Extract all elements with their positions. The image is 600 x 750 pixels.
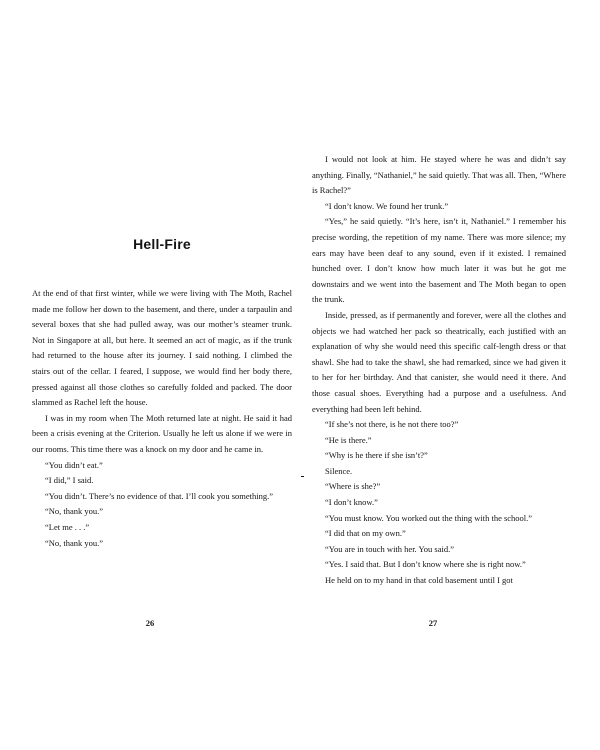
paragraph: He held on to my hand in that cold basement until I got: [325, 575, 513, 586]
page-number: 26: [145, 618, 155, 628]
paragraph: “Yes,” he said quietly. “It’s here, isn’t it, Nathaniel.” I remember his precise wording, the repetition of my name. There was more silence; my ears may have been deaf to any sound, even if it existed. I remained hunched over. I don’t know how much later it was but he got me downstairs and we went into the basement and The Moth began to open the trunk.: [312, 216, 566, 305]
paragraph: I would not look at him. He stayed where he was and didn’t say anything. Finally, “Nathaniel,” he said quietly. That was all. Then, “Where is Rachel?”: [312, 154, 566, 196]
paragraph: “No, thank you.”: [45, 506, 104, 517]
paragraph: Silence.: [325, 465, 353, 476]
paragraph: “I did,” I said.: [45, 475, 94, 486]
paragraph: “He is there.”: [325, 434, 372, 445]
paragraph: I was in my room when The Moth returned late at night. He said it had been a crisis evening at the Criterion. Usually he left us alone if we were in our rooms. This time there was a knock on my door and he came in.: [32, 412, 292, 454]
paragraph: Inside, pressed, as if permanently and forever, were all the clothes and objects we had watched her pack so theatrically, each justified with an explanation of why she would need this specific calf-length dress or that shawl. She had to take the shawl, she had remarked, since we had given it to her for her birthday. And that canister, she would need it there. And those casual shoes. Everything had a purpose and a usefulness. And everything had been left behind.: [312, 309, 566, 414]
paragraph: “Let me . . .”: [45, 521, 90, 532]
paragraph: “I did that on my own.”: [325, 528, 406, 539]
paragraph: “No, thank you.”: [45, 537, 104, 548]
paragraph: “I don’t know. We found her trunk.”: [325, 200, 449, 211]
right-page-text: [312, 152, 566, 589]
page-number: 27: [428, 618, 438, 628]
right-page: [300, 0, 600, 750]
paragraph: “Why is he there if she isn’t?”: [325, 450, 428, 461]
paragraph: “You are in touch with her. You said.”: [325, 543, 454, 554]
paragraph: “You didn’t. There’s no evidence of that. I’ll cook you something.”: [45, 490, 274, 501]
margin-mark: [301, 476, 304, 477]
paragraph: “You didn’t eat.”: [45, 459, 103, 470]
left-page-text: [32, 286, 292, 551]
paragraph: “I don’t know.”: [325, 497, 378, 508]
paragraph: “You must know. You worked out the thing with the school.”: [325, 512, 533, 523]
paragraph: “If she’s not there, is he not there too?”: [325, 419, 459, 430]
paragraph: “Where is she?”: [325, 481, 381, 492]
paragraph: At the end of that first winter, while we were living with The Moth, Rachel made me follow her down to the basement, and there, under a tarpaulin and several boxes that she had pulled away, was our mother’s steamer trunk. Not in Singapore at all, but here. It seemed an act of magic, as if the trunk had returned to the house after its journey. I said nothing. I climbed the stairs out of the cellar. I feared, I suppose, we would find her body there, pressed against all those clothes so carefully folded and packed. The door slammed as Rachel left the house.: [32, 288, 292, 408]
chapter-title: Hell-Fire: [133, 236, 191, 252]
paragraph: “Yes. I said that. But I don’t know where she is right now.”: [325, 559, 526, 570]
